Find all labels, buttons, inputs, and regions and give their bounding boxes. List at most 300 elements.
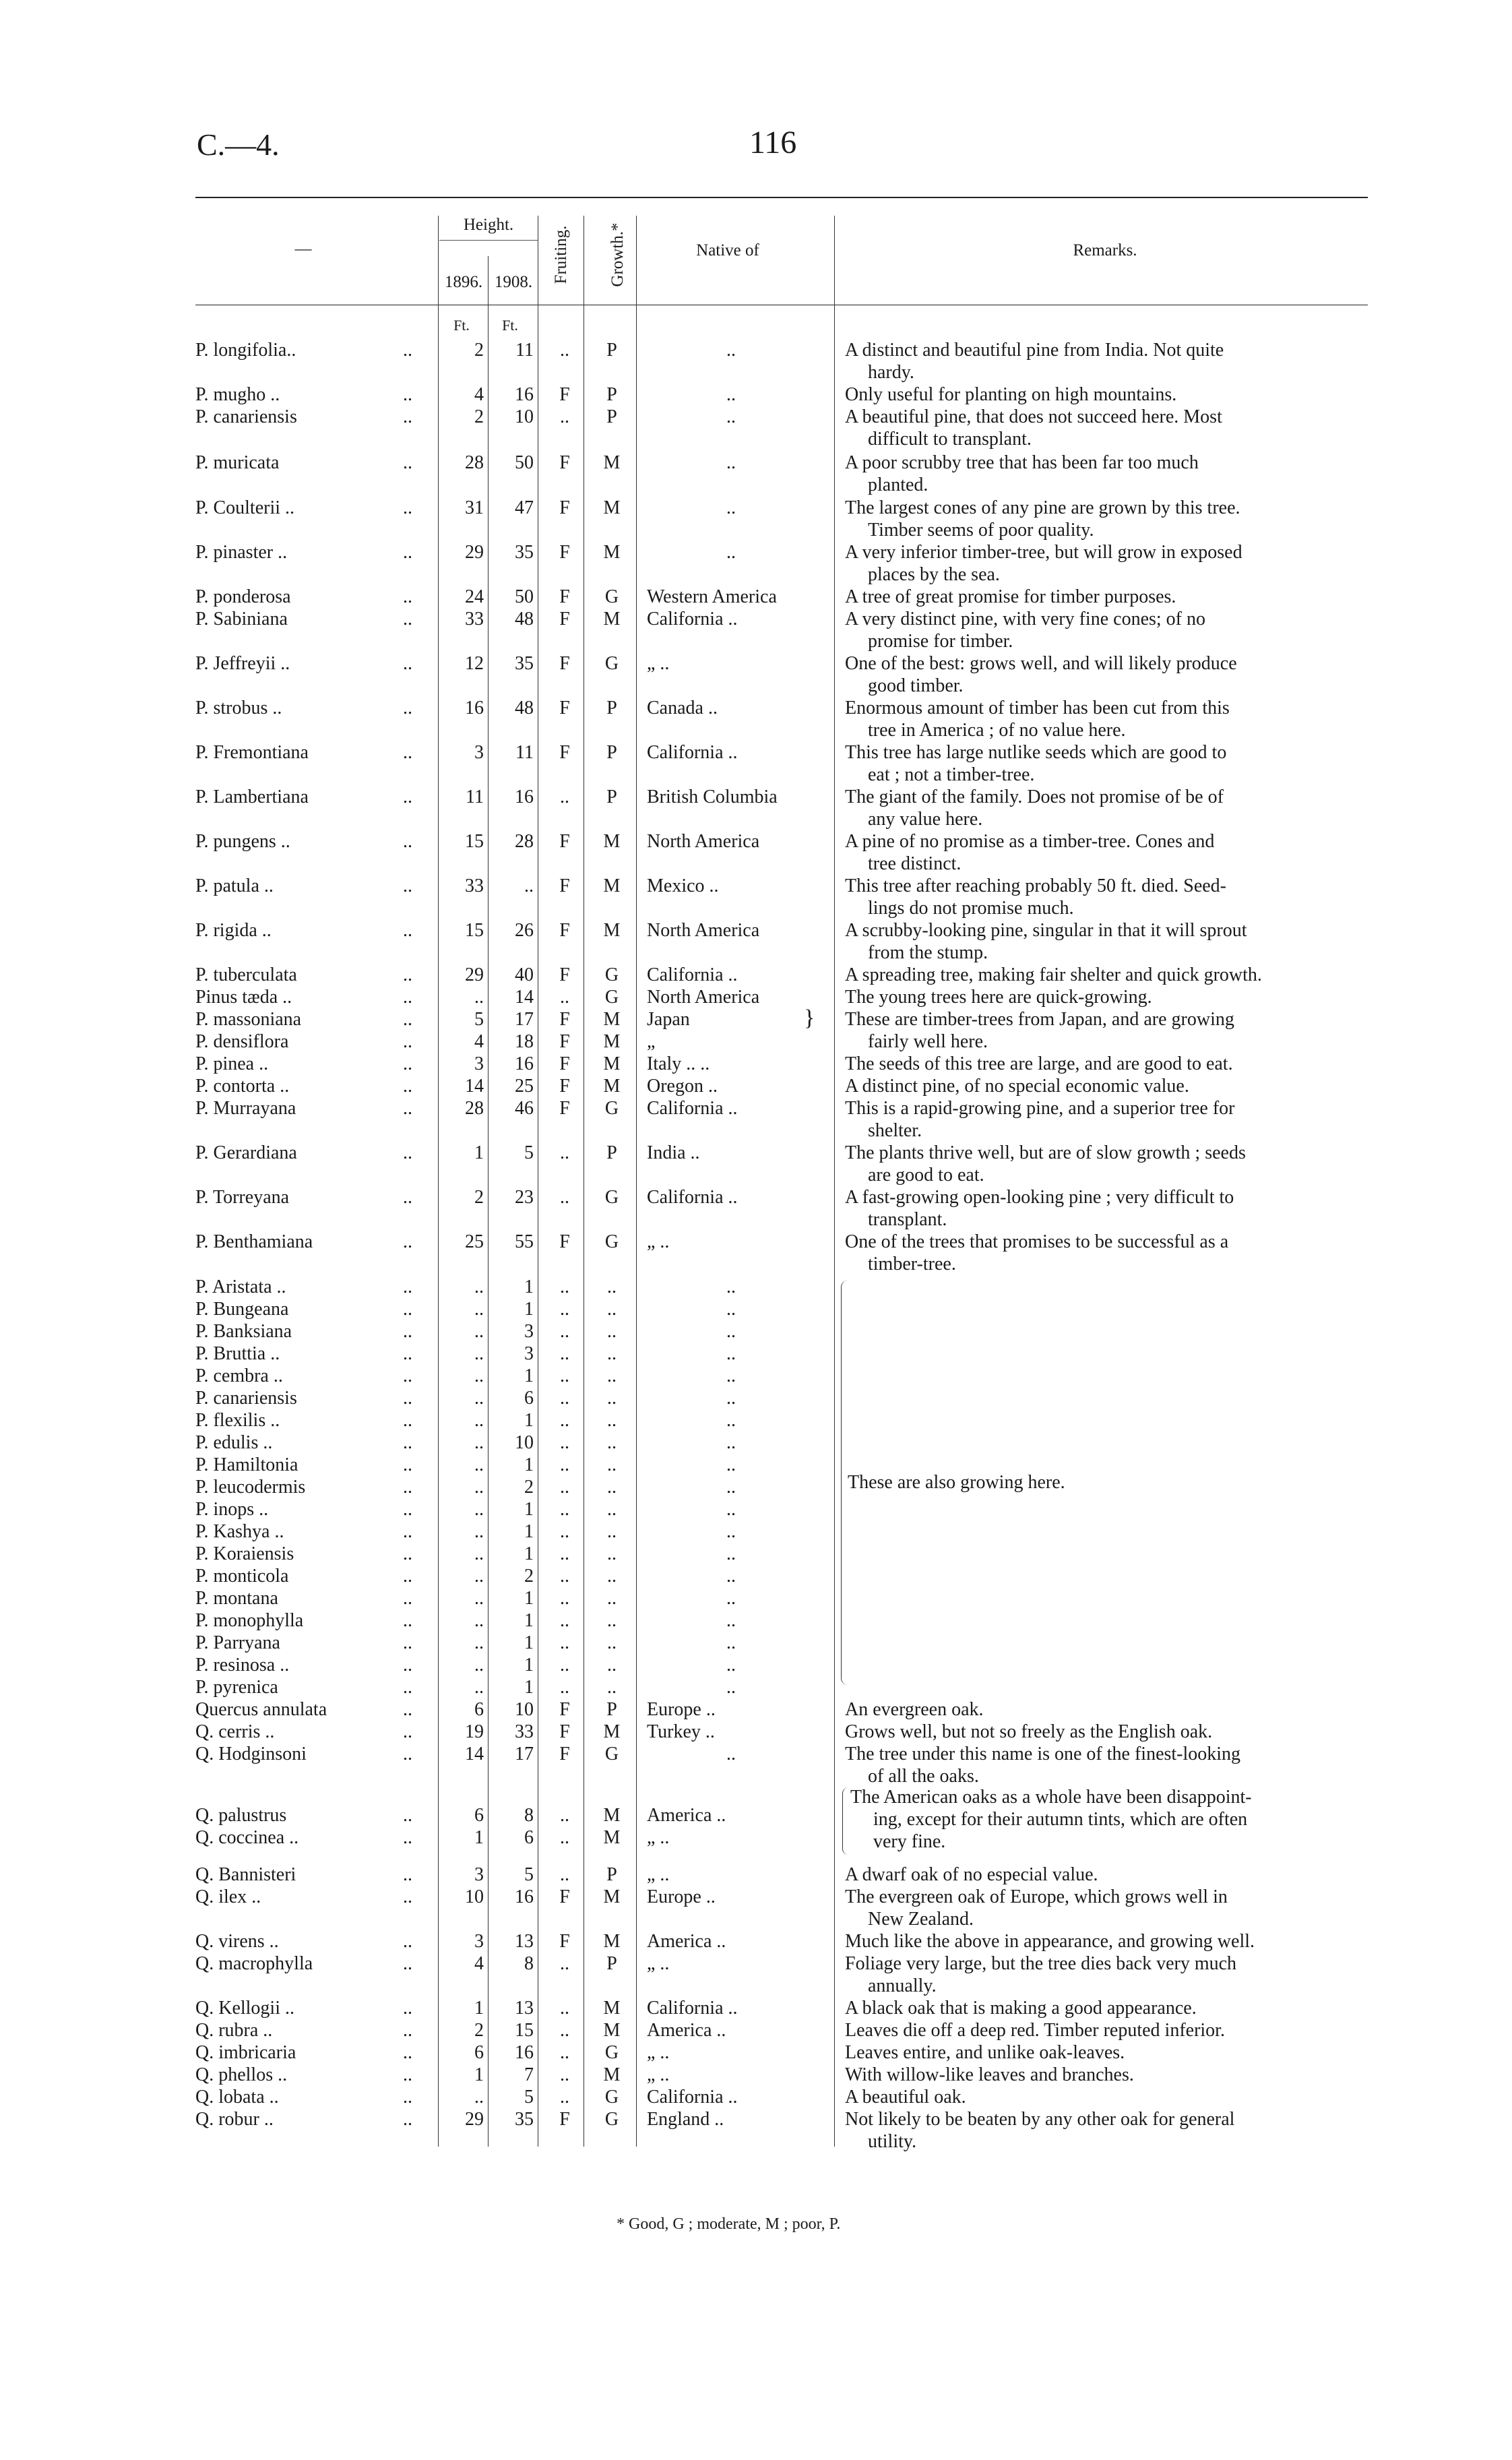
height-1896: .. bbox=[474, 1454, 484, 1475]
native-of: .. bbox=[726, 1321, 736, 1342]
height-1908: 1 bbox=[524, 1521, 534, 1542]
species-name: Pinus tæda .. bbox=[195, 987, 292, 1008]
native-of: .. bbox=[726, 1299, 736, 1320]
remark-line: good timber. bbox=[868, 675, 964, 696]
leader-dots: .. bbox=[403, 1931, 412, 1952]
remark-line: The seeds of this tree are large, and are good to eat. bbox=[845, 1053, 1233, 1074]
height-1908: 26 bbox=[515, 920, 534, 941]
height-1908: 46 bbox=[515, 1098, 534, 1119]
growth: M bbox=[603, 1076, 621, 1097]
native-of: California .. bbox=[647, 1098, 738, 1119]
leader-dots: .. bbox=[403, 1187, 412, 1208]
native-of: „ .. bbox=[647, 653, 670, 674]
leader-dots: .. bbox=[403, 1388, 412, 1409]
growth: M bbox=[603, 1931, 621, 1952]
remark-line: timber-tree. bbox=[868, 1254, 956, 1274]
height-1908: 10 bbox=[515, 1699, 534, 1720]
native-of: „ .. bbox=[647, 2042, 670, 2063]
remark-line: The plants thrive well, but are of slow growth ; seeds bbox=[845, 1142, 1246, 1163]
leader-dots: .. bbox=[403, 1677, 412, 1698]
remark-line: The giant of the family. Does not promise of be of bbox=[845, 787, 1224, 807]
remark-line: fairly well here. bbox=[868, 1031, 988, 1052]
fruiting: F bbox=[559, 1931, 570, 1952]
species-name: P. montana bbox=[195, 1588, 278, 1609]
growth: G bbox=[604, 1744, 619, 1764]
growth: G bbox=[604, 2109, 619, 2130]
leader-dots: .. bbox=[403, 2109, 412, 2130]
native-of: .. bbox=[726, 1499, 736, 1520]
remark-line: Not likely to be beaten by any other oak for general bbox=[845, 2109, 1235, 2130]
growth: .. bbox=[607, 1655, 617, 1675]
also-growing-remark: These are also growing here. bbox=[848, 1472, 1065, 1493]
species-name: Q. robur .. bbox=[195, 2109, 274, 2130]
fruiting: F bbox=[559, 653, 570, 674]
leader-dots: .. bbox=[403, 1655, 412, 1675]
height-1896: 10 bbox=[465, 1886, 484, 1907]
native-of: Italy .. .. bbox=[647, 1053, 710, 1074]
species-name: Quercus annulata bbox=[195, 1699, 327, 1720]
remark-line: A very distinct pine, with very fine cones; of no bbox=[845, 609, 1205, 629]
leader-dots: .. bbox=[403, 406, 412, 427]
native-of: .. bbox=[726, 1365, 736, 1386]
growth: M bbox=[603, 1721, 621, 1742]
height-1908: 1 bbox=[524, 1632, 534, 1653]
growth: G bbox=[604, 1098, 619, 1119]
native-of: Europe .. bbox=[647, 1699, 716, 1720]
fruiting: .. bbox=[560, 1454, 569, 1475]
height-1908: 13 bbox=[515, 1998, 534, 2019]
fruiting: .. bbox=[560, 1805, 569, 1826]
leader-dots: .. bbox=[403, 1321, 412, 1342]
species-name: Q. coccinea .. bbox=[195, 1827, 299, 1848]
leader-dots: .. bbox=[403, 1098, 412, 1119]
remark-line: Foliage very large, but the tree dies back very much bbox=[845, 1953, 1237, 1974]
native-of: North America bbox=[647, 831, 760, 852]
species-name: P. strobus .. bbox=[195, 698, 282, 718]
native-of: .. bbox=[726, 542, 736, 563]
height-1908: 48 bbox=[515, 609, 534, 629]
height-1908: 1 bbox=[524, 1543, 534, 1564]
native-of: Oregon .. bbox=[647, 1076, 718, 1097]
species-name: P. pyrenica bbox=[195, 1677, 278, 1698]
species-name: P. Benthamiana bbox=[195, 1231, 313, 1252]
height-1896: .. bbox=[474, 1432, 484, 1453]
leader-dots: .. bbox=[403, 875, 412, 896]
remark-line: difficult to transplant. bbox=[868, 429, 1032, 450]
fruiting: F bbox=[559, 964, 570, 985]
fruiting: .. bbox=[560, 1277, 569, 1297]
height-1896: 1 bbox=[474, 1998, 484, 2019]
height-1896: 15 bbox=[465, 831, 484, 852]
height-1908: 23 bbox=[515, 1187, 534, 1208]
header-growth: Growth.* bbox=[608, 222, 627, 287]
growth: G bbox=[604, 964, 619, 985]
fruiting: .. bbox=[560, 1432, 569, 1453]
header-fruiting: Fruiting. bbox=[552, 225, 570, 284]
fruiting: F bbox=[559, 742, 570, 763]
height-1896: 2 bbox=[474, 1187, 484, 1208]
height-1908: 47 bbox=[515, 497, 534, 518]
fruiting: F bbox=[559, 384, 570, 405]
remark-line: New Zealand. bbox=[868, 1909, 974, 1930]
species-name: P. longifolia.. bbox=[195, 340, 296, 361]
leader-dots: .. bbox=[403, 1454, 412, 1475]
unit-ft-1908: Ft. bbox=[502, 317, 518, 334]
leader-dots: .. bbox=[403, 787, 412, 807]
fruiting: .. bbox=[560, 1410, 569, 1431]
leader-dots: .. bbox=[403, 1953, 412, 1974]
height-1896: 6 bbox=[474, 1805, 484, 1826]
fruiting: .. bbox=[560, 787, 569, 807]
remark-line: Leaves die off a deep red. Timber reputed inferior. bbox=[845, 2020, 1225, 2041]
leader-dots: .. bbox=[403, 340, 412, 361]
fruiting: .. bbox=[560, 1677, 569, 1698]
growth: .. bbox=[607, 1277, 617, 1297]
species-name: P. Aristata .. bbox=[195, 1277, 286, 1297]
height-1896: 14 bbox=[465, 1076, 484, 1097]
fruiting: F bbox=[559, 542, 570, 563]
height-1908: 7 bbox=[524, 2064, 534, 2085]
remark-line: One of the trees that promises to be successful as a bbox=[845, 1231, 1229, 1252]
fruiting: F bbox=[559, 1699, 570, 1720]
height-1896: 2 bbox=[474, 406, 484, 427]
growth: P bbox=[606, 1953, 617, 1974]
growth: .. bbox=[607, 1588, 617, 1609]
remark-line: Grows well, but not so freely as the English oak. bbox=[845, 1721, 1213, 1742]
species-name: Q. imbricaria bbox=[195, 2042, 296, 2063]
height-1896: 4 bbox=[474, 1031, 484, 1052]
species-name: Q. rubra .. bbox=[195, 2020, 273, 2041]
species-name: P. Murrayana bbox=[195, 1098, 296, 1119]
height-1896: .. bbox=[474, 1677, 484, 1698]
growth: .. bbox=[607, 1299, 617, 1320]
leader-dots: .. bbox=[403, 1998, 412, 2019]
height-1896: 16 bbox=[465, 698, 484, 718]
leader-dots: .. bbox=[403, 742, 412, 763]
height-1908: 25 bbox=[515, 1076, 534, 1097]
leader-dots: .. bbox=[403, 1827, 412, 1848]
fruiting: .. bbox=[560, 1388, 569, 1409]
height-1896: .. bbox=[474, 1543, 484, 1564]
remark-line: An evergreen oak. bbox=[845, 1699, 984, 1720]
height-1896: 31 bbox=[465, 497, 484, 518]
fruiting: .. bbox=[560, 1953, 569, 1974]
leader-dots: .. bbox=[403, 542, 412, 563]
height-1896: .. bbox=[474, 1410, 484, 1431]
species-name: Q. phellos .. bbox=[195, 2064, 288, 2085]
unit-ft-1896: Ft. bbox=[453, 317, 470, 334]
height-1908: 5 bbox=[524, 1864, 534, 1885]
american-oaks-remark-line3: very fine. bbox=[873, 1831, 946, 1852]
fruiting: .. bbox=[560, 1610, 569, 1631]
growth: .. bbox=[607, 1454, 617, 1475]
remark-line: tree distinct. bbox=[868, 853, 962, 874]
growth: .. bbox=[607, 1477, 617, 1498]
leader-dots: .. bbox=[403, 1886, 412, 1907]
height-1908: 16 bbox=[515, 787, 534, 807]
height-1908: 6 bbox=[524, 1827, 534, 1848]
growth: .. bbox=[607, 1521, 617, 1542]
leader-dots: .. bbox=[403, 1031, 412, 1052]
remark-line: A distinct pine, of no special economic value. bbox=[845, 1076, 1189, 1097]
height-1896: 2 bbox=[474, 340, 484, 361]
native-of: „ bbox=[647, 1031, 656, 1052]
species-name: P. canariensis bbox=[195, 406, 297, 427]
height-1908: .. bbox=[524, 875, 534, 896]
native-of: .. bbox=[726, 384, 736, 405]
leader-dots: .. bbox=[403, 1521, 412, 1542]
american-oaks-remark-line2: ing, except for their autumn tints, which are often bbox=[873, 1809, 1248, 1830]
growth: M bbox=[603, 609, 621, 629]
growth: P bbox=[606, 1864, 617, 1885]
height-1896: 29 bbox=[465, 542, 484, 563]
height-1896: .. bbox=[474, 1321, 484, 1342]
fruiting: .. bbox=[560, 340, 569, 361]
native-of: California .. bbox=[647, 1998, 738, 2019]
height-1896: 3 bbox=[474, 1053, 484, 1074]
height-1896: 1 bbox=[474, 1827, 484, 1848]
native-of: California .. bbox=[647, 2087, 738, 2108]
header-remarks: Remarks. bbox=[1073, 241, 1137, 259]
leader-dots: .. bbox=[403, 497, 412, 518]
brace-japan: } bbox=[804, 1006, 815, 1031]
height-1908: 17 bbox=[515, 1744, 534, 1764]
species-name: P. Parryana bbox=[195, 1632, 280, 1653]
leader-dots: .. bbox=[403, 609, 412, 629]
leader-dots: .. bbox=[403, 1610, 412, 1631]
growth: .. bbox=[607, 1343, 617, 1364]
leader-dots: .. bbox=[403, 1744, 412, 1764]
native-of: .. bbox=[726, 1588, 736, 1609]
leader-dots: .. bbox=[403, 964, 412, 985]
growth: P bbox=[606, 698, 617, 718]
height-1896: 11 bbox=[466, 787, 484, 807]
remark-line: Leaves entire, and unlike oak-leaves. bbox=[845, 2042, 1125, 2063]
native-of: .. bbox=[726, 1410, 736, 1431]
species-name: P. Fremontiana bbox=[195, 742, 309, 763]
remark-line: The largest cones of any pine are grown by this tree. bbox=[845, 497, 1240, 518]
fruiting: F bbox=[559, 1009, 570, 1030]
species-name: P. leucodermis bbox=[195, 1477, 306, 1498]
height-1896: .. bbox=[474, 1521, 484, 1542]
native-of: India .. bbox=[647, 1142, 700, 1163]
fruiting: F bbox=[559, 1053, 570, 1074]
remark-line: annually. bbox=[868, 1975, 937, 1996]
native-of: America .. bbox=[647, 2020, 726, 2041]
header-dash: — bbox=[294, 240, 312, 258]
height-1896: 28 bbox=[465, 452, 484, 473]
growth: M bbox=[603, 875, 621, 896]
leader-dots: .. bbox=[403, 1432, 412, 1453]
remark-line: Enormous amount of timber has been cut from this bbox=[845, 698, 1230, 718]
remark-line: The young trees here are quick-growing. bbox=[845, 987, 1152, 1008]
species-name: P. massoniana bbox=[195, 1009, 302, 1030]
remark-line: Timber seems of poor quality. bbox=[868, 520, 1094, 541]
growth: .. bbox=[607, 1566, 617, 1587]
species-name: P. canariensis bbox=[195, 1388, 297, 1409]
fruiting: F bbox=[559, 1076, 570, 1097]
growth: M bbox=[603, 1886, 621, 1907]
height-1908: 1 bbox=[524, 1454, 534, 1475]
native-of: California .. bbox=[647, 1187, 738, 1208]
species-name: P. Sabiniana bbox=[195, 609, 288, 629]
leader-dots: .. bbox=[403, 1632, 412, 1653]
fruiting: F bbox=[559, 1721, 570, 1742]
fruiting: .. bbox=[560, 406, 569, 427]
height-1908: 10 bbox=[515, 406, 534, 427]
species-name: P. cembra .. bbox=[195, 1365, 283, 1386]
growth: .. bbox=[607, 1410, 617, 1431]
leader-dots: .. bbox=[403, 586, 412, 607]
height-1896: 3 bbox=[474, 1864, 484, 1885]
header-1908: 1908. bbox=[494, 273, 533, 291]
fruiting: F bbox=[559, 875, 570, 896]
species-name: P. Kashya .. bbox=[195, 1521, 284, 1542]
leader-dots: .. bbox=[403, 698, 412, 718]
remark-line: from the stump. bbox=[868, 942, 988, 963]
remark-line: A pine of no promise as a timber-tree. Cones and bbox=[845, 831, 1215, 852]
remark-line: of all the oaks. bbox=[868, 1766, 979, 1787]
native-of: America .. bbox=[647, 1931, 726, 1952]
height-1908: 10 bbox=[515, 1432, 534, 1453]
fruiting: .. bbox=[560, 2020, 569, 2041]
fruiting: .. bbox=[560, 987, 569, 1008]
leader-dots: .. bbox=[403, 1699, 412, 1720]
remark-line: A scrubby-looking pine, singular in that it will sprout bbox=[845, 920, 1247, 941]
growth: .. bbox=[607, 1543, 617, 1564]
height-1896: .. bbox=[474, 1610, 484, 1631]
species-name: P. mugho .. bbox=[195, 384, 280, 405]
species-name: P. Bungeana bbox=[195, 1299, 289, 1320]
species-name: P. ponderosa bbox=[195, 586, 291, 607]
species-name: P. contorta .. bbox=[195, 1076, 290, 1097]
remark-line: A dwarf oak of no especial value. bbox=[845, 1864, 1098, 1885]
species-name: P. Lambertiana bbox=[195, 787, 309, 807]
species-name: P. rigida .. bbox=[195, 920, 272, 941]
remark-line: Much like the above in appearance, and growing well. bbox=[845, 1931, 1255, 1952]
species-name: Q. palustrus bbox=[195, 1805, 287, 1826]
height-1908: 1 bbox=[524, 1588, 534, 1609]
fruiting: .. bbox=[560, 1827, 569, 1848]
growth: M bbox=[603, 452, 621, 473]
native-of: „ .. bbox=[647, 2064, 670, 2085]
fruiting: .. bbox=[560, 1632, 569, 1653]
height-1896: .. bbox=[474, 1632, 484, 1653]
growth: M bbox=[603, 831, 621, 852]
native-of: Canada .. bbox=[647, 698, 718, 718]
growth: M bbox=[603, 1053, 621, 1074]
growth: .. bbox=[607, 1432, 617, 1453]
native-of: .. bbox=[726, 340, 736, 361]
native-of: North America bbox=[647, 987, 760, 1008]
height-1908: 5 bbox=[524, 1142, 534, 1163]
height-1896: 28 bbox=[465, 1098, 484, 1119]
native-of: .. bbox=[726, 1543, 736, 1564]
species-name: P. Torreyana bbox=[195, 1187, 290, 1208]
leader-dots: .. bbox=[403, 2020, 412, 2041]
species-name: P. inops .. bbox=[195, 1499, 269, 1520]
brace-american-oaks bbox=[842, 1787, 848, 1855]
height-1896: .. bbox=[474, 1365, 484, 1386]
remark-line: With willow-like leaves and branches. bbox=[845, 2064, 1134, 2085]
native-of: .. bbox=[726, 1566, 736, 1587]
native-of: .. bbox=[726, 1610, 736, 1631]
native-of: .. bbox=[726, 452, 736, 473]
native-of: .. bbox=[726, 1388, 736, 1409]
leader-dots: .. bbox=[403, 1566, 412, 1587]
remark-line: A very inferior timber-tree, but will grow in exposed bbox=[845, 542, 1242, 563]
native-of: Mexico .. bbox=[647, 875, 719, 896]
species-name: Q. Hodginsoni bbox=[195, 1744, 307, 1764]
remark-line: The evergreen oak of Europe, which grows well in bbox=[845, 1886, 1228, 1907]
species-name: P. monophylla bbox=[195, 1610, 304, 1631]
fruiting: .. bbox=[560, 1187, 569, 1208]
fruiting: F bbox=[559, 1886, 570, 1907]
leader-dots: .. bbox=[403, 987, 412, 1008]
growth: M bbox=[603, 1009, 621, 1030]
height-1908: 2 bbox=[524, 1477, 534, 1498]
height-1896: .. bbox=[474, 1343, 484, 1364]
leader-dots: .. bbox=[403, 1864, 412, 1885]
height-1896: .. bbox=[474, 1477, 484, 1498]
growth: P bbox=[606, 406, 617, 427]
height-1908: 1 bbox=[524, 1677, 534, 1698]
height-1896: 12 bbox=[465, 653, 484, 674]
leader-dots: .. bbox=[403, 2064, 412, 2085]
height-1908: 15 bbox=[515, 2020, 534, 2041]
species-name: P. Bruttia .. bbox=[195, 1343, 280, 1364]
height-1908: 28 bbox=[515, 831, 534, 852]
height-1908: 55 bbox=[515, 1231, 534, 1252]
fruiting: .. bbox=[560, 1655, 569, 1675]
leader-dots: .. bbox=[403, 920, 412, 941]
height-1908: 16 bbox=[515, 2042, 534, 2063]
species-name: P. pinea .. bbox=[195, 1053, 269, 1074]
height-1908: 50 bbox=[515, 452, 534, 473]
height-1896: .. bbox=[474, 2087, 484, 2108]
native-of: .. bbox=[726, 406, 736, 427]
height-1896: 15 bbox=[465, 920, 484, 941]
height-1908: 35 bbox=[515, 542, 534, 563]
height-1896: 6 bbox=[474, 1699, 484, 1720]
remark-line: These are timber-trees from Japan, and are growing bbox=[845, 1009, 1234, 1030]
growth: .. bbox=[607, 1610, 617, 1631]
fruiting: .. bbox=[560, 1142, 569, 1163]
leader-dots: .. bbox=[403, 1477, 412, 1498]
growth: P bbox=[606, 384, 617, 405]
fruiting: .. bbox=[560, 1521, 569, 1542]
header-native: Native of bbox=[696, 241, 759, 259]
height-1896: 4 bbox=[474, 1953, 484, 1974]
remark-line: One of the best: grows well, and will likely produce bbox=[845, 653, 1237, 674]
height-1896: 3 bbox=[474, 742, 484, 763]
species-name: P. patula .. bbox=[195, 875, 274, 896]
native-of: .. bbox=[726, 1677, 736, 1698]
fruiting: F bbox=[559, 1031, 570, 1052]
growth: G bbox=[604, 1187, 619, 1208]
leader-dots: .. bbox=[403, 1343, 412, 1364]
remark-line: The tree under this name is one of the finest-looking bbox=[845, 1744, 1241, 1764]
fruiting: .. bbox=[560, 1365, 569, 1386]
native-of: „ .. bbox=[647, 1864, 670, 1885]
fruiting: .. bbox=[560, 2064, 569, 2085]
fruiting: F bbox=[559, 2109, 570, 2130]
native-of: England .. bbox=[647, 2109, 724, 2130]
fruiting: .. bbox=[560, 2042, 569, 2063]
height-1908: 5 bbox=[524, 2087, 534, 2108]
height-1896: 33 bbox=[465, 609, 484, 629]
growth: .. bbox=[607, 1388, 617, 1409]
